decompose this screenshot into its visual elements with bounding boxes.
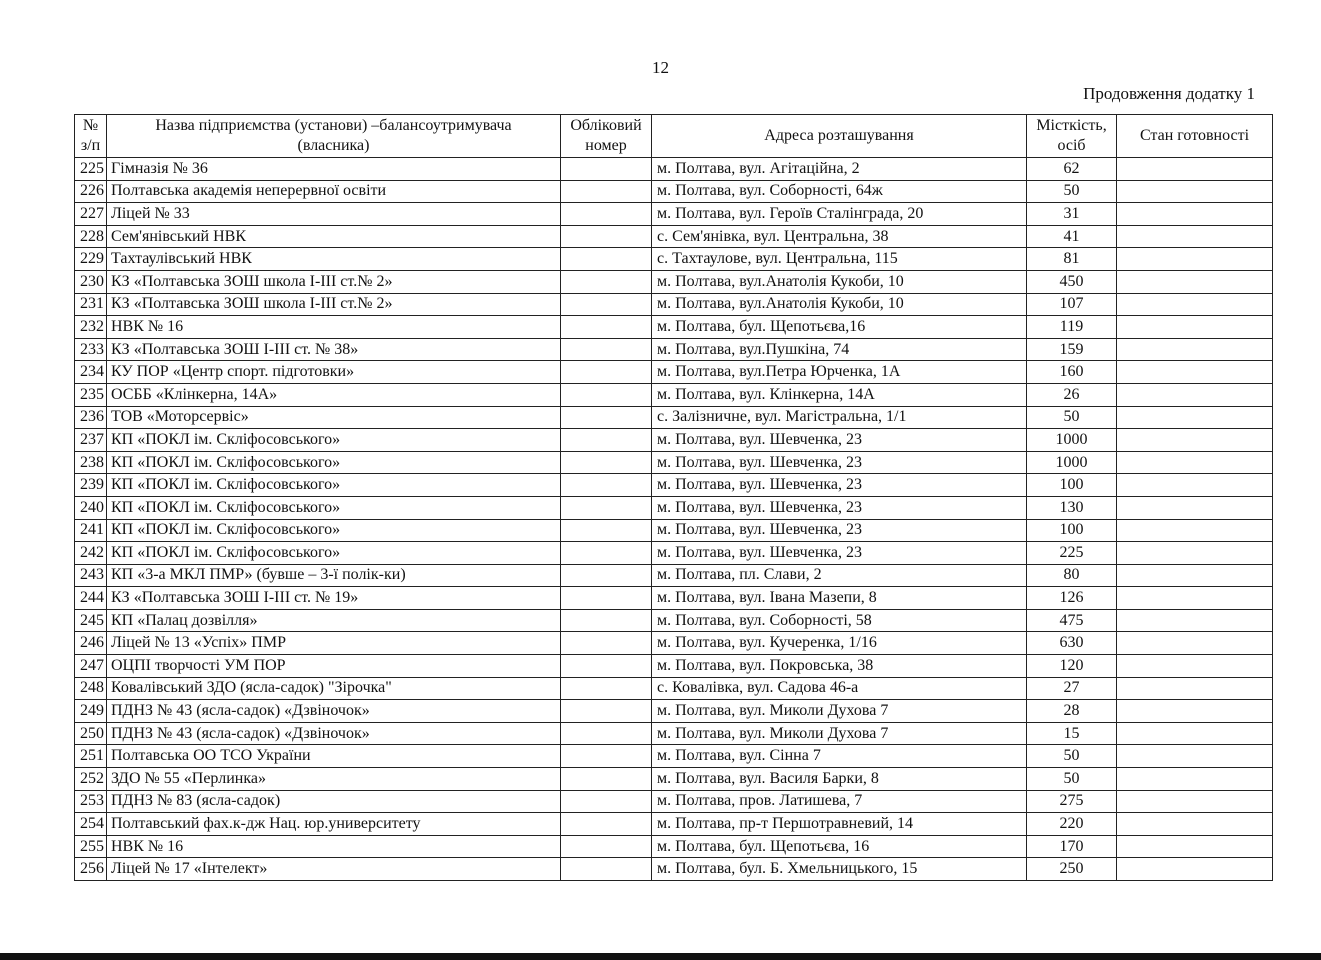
cell-reg: [561, 609, 652, 632]
cell-num: 236: [75, 406, 107, 429]
cell-status: [1117, 632, 1273, 655]
cell-status: [1117, 564, 1273, 587]
cell-address: м. Полтава, вул. Івана Мазепи, 8: [652, 587, 1027, 610]
cell-address: м. Полтава, вул. Агітаційна, 2: [652, 158, 1027, 181]
cell-address: с. Залізничне, вул. Магістральна, 1/1: [652, 406, 1027, 429]
cell-num: 255: [75, 835, 107, 858]
cell-status: [1117, 858, 1273, 881]
cell-num: 243: [75, 564, 107, 587]
header-name: [107, 115, 561, 158]
header-capacity: [1027, 115, 1117, 158]
cell-address: м. Полтава, вул. Сінна 7: [652, 745, 1027, 768]
cell-name: Ліцей № 13 «Успіх» ПМР: [107, 632, 561, 655]
cell-num: 229: [75, 248, 107, 271]
header-reg-line2: номер: [585, 137, 627, 154]
cell-reg: [561, 564, 652, 587]
cell-address: м. Полтава, бул. Щепотьєва,16: [652, 316, 1027, 339]
cell-name: КП «ПОКЛ ім. Скліфосовського»: [107, 519, 561, 542]
cell-status: [1117, 542, 1273, 565]
cell-capacity: 225: [1027, 542, 1117, 565]
cell-reg: [561, 158, 652, 181]
cell-address: м. Полтава, вул. Соборності, 64ж: [652, 180, 1027, 203]
cell-name: КП «ПОКЛ ім. Скліфосовського»: [107, 474, 561, 497]
cell-status: [1117, 225, 1273, 248]
table-row: [75, 451, 1273, 474]
cell-capacity: 160: [1027, 361, 1117, 384]
cell-status: [1117, 406, 1273, 429]
cell-reg: [561, 700, 652, 723]
cell-name: КП «3-а МКЛ ПМР» (бувше – 3-ї полік-ки): [107, 564, 561, 587]
cell-status: [1117, 790, 1273, 813]
header-status: Стан готовності: [1117, 115, 1273, 158]
cell-status: [1117, 722, 1273, 745]
table-row: [75, 542, 1273, 565]
table-row: [75, 790, 1273, 813]
cell-status: [1117, 677, 1273, 700]
cell-address: м. Полтава, вул. Шевченка, 23: [652, 519, 1027, 542]
cell-capacity: 220: [1027, 813, 1117, 836]
cell-reg: [561, 542, 652, 565]
header-name-line1: Назва підприємства (установи) –балансоутримувача: [155, 117, 512, 134]
cell-num: 231: [75, 293, 107, 316]
page-number: 12: [652, 58, 669, 77]
cell-num: 226: [75, 180, 107, 203]
cell-capacity: 1000: [1027, 451, 1117, 474]
cell-capacity: 1000: [1027, 429, 1117, 452]
cell-num: 232: [75, 316, 107, 339]
cell-address: м. Полтава, вул.Анатолія Кукоби, 10: [652, 293, 1027, 316]
cell-status: [1117, 158, 1273, 181]
cell-reg: [561, 655, 652, 678]
header-address: Адреса розташування: [652, 115, 1027, 158]
cell-address: м. Полтава, вул.Петра Юрченка, 1А: [652, 361, 1027, 384]
cell-capacity: 50: [1027, 180, 1117, 203]
cell-num: 250: [75, 722, 107, 745]
cell-num: 248: [75, 677, 107, 700]
header-capacity-line2: осіб: [1057, 137, 1086, 154]
table-row: [75, 768, 1273, 791]
header-num-line2: з/п: [80, 137, 101, 154]
cell-status: [1117, 180, 1273, 203]
cell-address: м. Полтава, вул. Клінкерна, 14А: [652, 383, 1027, 406]
table-row: [75, 474, 1273, 497]
cell-num: 241: [75, 519, 107, 542]
cell-capacity: 250: [1027, 858, 1117, 881]
cell-num: 253: [75, 790, 107, 813]
cell-capacity: 130: [1027, 496, 1117, 519]
cell-name: Ліцей № 33: [107, 203, 561, 226]
header-num: [75, 115, 107, 158]
table-row: [75, 270, 1273, 293]
cell-name: КП «ПОКЛ ім. Скліфосовського»: [107, 451, 561, 474]
cell-name: КУ ПОР «Центр спорт. підготовки»: [107, 361, 561, 384]
cell-address: м. Полтава, пл. Слави, 2: [652, 564, 1027, 587]
table-row: [75, 745, 1273, 768]
cell-reg: [561, 745, 652, 768]
cell-reg: [561, 338, 652, 361]
cell-address: м. Полтава, пр-т Першотравневий, 14: [652, 813, 1027, 836]
cell-num: 234: [75, 361, 107, 384]
cell-name: Полтавська ОО ТСО України: [107, 745, 561, 768]
table-row: [75, 203, 1273, 226]
cell-reg: [561, 316, 652, 339]
table-row: [75, 496, 1273, 519]
table-row: [75, 338, 1273, 361]
table-row: [75, 383, 1273, 406]
scan-bottom-edge: [0, 953, 1321, 960]
cell-num: 249: [75, 700, 107, 723]
table-row: [75, 722, 1273, 745]
cell-reg: [561, 519, 652, 542]
cell-name: КЗ «Полтавська ЗОШ школа І-ІІІ ст.№ 2»: [107, 270, 561, 293]
table-row: [75, 858, 1273, 881]
cell-reg: [561, 677, 652, 700]
cell-num: 239: [75, 474, 107, 497]
cell-reg: [561, 632, 652, 655]
table-row: [75, 406, 1273, 429]
cell-num: 237: [75, 429, 107, 452]
cell-num: 230: [75, 270, 107, 293]
cell-status: [1117, 293, 1273, 316]
cell-num: 228: [75, 225, 107, 248]
cell-capacity: 126: [1027, 587, 1117, 610]
continuation-note: Продовження додатку 1: [1083, 84, 1255, 103]
cell-address: м. Полтава, вул. Шевченка, 23: [652, 451, 1027, 474]
cell-name: ЗДО № 55 «Перлинка»: [107, 768, 561, 791]
cell-capacity: 630: [1027, 632, 1117, 655]
cell-status: [1117, 835, 1273, 858]
cell-status: [1117, 519, 1273, 542]
cell-reg: [561, 180, 652, 203]
cell-address: м. Полтава, вул. Василя Барки, 8: [652, 768, 1027, 791]
cell-address: с. Ковалівка, вул. Садова 46-а: [652, 677, 1027, 700]
cell-status: [1117, 383, 1273, 406]
cell-capacity: 475: [1027, 609, 1117, 632]
cell-capacity: 119: [1027, 316, 1117, 339]
cell-address: м. Полтава, пров. Латишева, 7: [652, 790, 1027, 813]
cell-address: м. Полтава, вул. Миколи Духова 7: [652, 722, 1027, 745]
cell-name: КП «ПОКЛ ім. Скліфосовського»: [107, 542, 561, 565]
cell-capacity: 41: [1027, 225, 1117, 248]
table-row: [75, 700, 1273, 723]
table-row: [75, 361, 1273, 384]
table-row: [75, 564, 1273, 587]
cell-num: 225: [75, 158, 107, 181]
cell-address: м. Полтава, вул.Анатолія Кукоби, 10: [652, 270, 1027, 293]
cell-capacity: 50: [1027, 768, 1117, 791]
cell-reg: [561, 225, 652, 248]
cell-name: Тахтаулівський НВК: [107, 248, 561, 271]
header-capacity-line1: Місткість,: [1036, 117, 1107, 134]
table-row: [75, 519, 1273, 542]
cell-name: НВК № 16: [107, 835, 561, 858]
table-row: [75, 316, 1273, 339]
cell-name: ОСББ «Клінкерна, 14А»: [107, 383, 561, 406]
cell-reg: [561, 768, 652, 791]
cell-address: м. Полтава, вул. Кучеренка, 1/16: [652, 632, 1027, 655]
cell-name: Ковалівський ЗДО (ясла-садок) "Зірочка": [107, 677, 561, 700]
cell-num: 240: [75, 496, 107, 519]
cell-reg: [561, 722, 652, 745]
table-row: [75, 225, 1273, 248]
table-row: [75, 293, 1273, 316]
cell-capacity: 27: [1027, 677, 1117, 700]
cell-num: 227: [75, 203, 107, 226]
cell-num: 252: [75, 768, 107, 791]
cell-name: Гімназія № 36: [107, 158, 561, 181]
shelter-registry-table: [74, 114, 1273, 881]
table-row: [75, 587, 1273, 610]
cell-address: м. Полтава, вул. Покровська, 38: [652, 655, 1027, 678]
cell-address: м. Полтава, вул. Миколи Духова 7: [652, 700, 1027, 723]
cell-reg: [561, 813, 652, 836]
cell-capacity: 170: [1027, 835, 1117, 858]
cell-address: с. Сем'янівка, вул. Центральна, 38: [652, 225, 1027, 248]
table-row: [75, 248, 1273, 271]
cell-status: [1117, 316, 1273, 339]
cell-num: 238: [75, 451, 107, 474]
cell-name: ОЦПІ творчості УМ ПОР: [107, 655, 561, 678]
cell-status: [1117, 655, 1273, 678]
cell-reg: [561, 790, 652, 813]
cell-name: Полтавська академія неперервної освіти: [107, 180, 561, 203]
cell-name: КП «ПОКЛ ім. Скліфосовського»: [107, 496, 561, 519]
cell-reg: [561, 858, 652, 881]
cell-capacity: 450: [1027, 270, 1117, 293]
table-row: [75, 813, 1273, 836]
header-num-line1: №: [82, 117, 99, 134]
cell-capacity: 100: [1027, 474, 1117, 497]
cell-name: Ліцей № 17 «Інтелект»: [107, 858, 561, 881]
cell-capacity: 31: [1027, 203, 1117, 226]
cell-name: ПДНЗ № 83 (ясла-садок): [107, 790, 561, 813]
cell-capacity: 50: [1027, 406, 1117, 429]
cell-status: [1117, 496, 1273, 519]
cell-status: [1117, 203, 1273, 226]
cell-reg: [561, 406, 652, 429]
cell-status: [1117, 768, 1273, 791]
cell-num: 245: [75, 609, 107, 632]
cell-num: 235: [75, 383, 107, 406]
cell-address: с. Тахтаулове, вул. Центральна, 115: [652, 248, 1027, 271]
cell-address: м. Полтава, вул.Пушкіна, 74: [652, 338, 1027, 361]
cell-address: м. Полтава, вул. Соборності, 58: [652, 609, 1027, 632]
cell-num: 246: [75, 632, 107, 655]
cell-address: м. Полтава, вул. Шевченка, 23: [652, 474, 1027, 497]
cell-name: Полтавський фах.к-дж Нац. юр.университету: [107, 813, 561, 836]
cell-capacity: 26: [1027, 383, 1117, 406]
cell-reg: [561, 361, 652, 384]
cell-name: Сем'янівський НВК: [107, 225, 561, 248]
cell-num: 244: [75, 587, 107, 610]
cell-num: 233: [75, 338, 107, 361]
cell-status: [1117, 813, 1273, 836]
cell-num: 247: [75, 655, 107, 678]
cell-address: м. Полтава, вул. Шевченка, 23: [652, 429, 1027, 452]
cell-status: [1117, 609, 1273, 632]
cell-capacity: 15: [1027, 722, 1117, 745]
cell-reg: [561, 383, 652, 406]
cell-name: КЗ «Полтавська ЗОШ школа І-ІІІ ст.№ 2»: [107, 293, 561, 316]
cell-capacity: 28: [1027, 700, 1117, 723]
cell-status: [1117, 745, 1273, 768]
cell-reg: [561, 587, 652, 610]
cell-address: м. Полтава, вул. Шевченка, 23: [652, 496, 1027, 519]
cell-status: [1117, 338, 1273, 361]
cell-capacity: 62: [1027, 158, 1117, 181]
cell-status: [1117, 270, 1273, 293]
cell-status: [1117, 451, 1273, 474]
cell-status: [1117, 474, 1273, 497]
cell-reg: [561, 270, 652, 293]
cell-reg: [561, 474, 652, 497]
table-row: [75, 429, 1273, 452]
cell-name: ПДНЗ № 43 (ясла-садок) «Дзвіночок»: [107, 722, 561, 745]
table-row: [75, 180, 1273, 203]
cell-address: м. Полтава, бул. Б. Хмельницького, 15: [652, 858, 1027, 881]
cell-reg: [561, 203, 652, 226]
cell-capacity: 100: [1027, 519, 1117, 542]
cell-address: м. Полтава, вул. Шевченка, 23: [652, 542, 1027, 565]
cell-capacity: 120: [1027, 655, 1117, 678]
table-row: [75, 632, 1273, 655]
header-reg-line1: Обліковий: [570, 117, 642, 134]
cell-status: [1117, 587, 1273, 610]
cell-status: [1117, 700, 1273, 723]
cell-status: [1117, 361, 1273, 384]
table-header-row: [75, 115, 1273, 158]
cell-reg: [561, 496, 652, 519]
cell-status: [1117, 248, 1273, 271]
table-row: [75, 677, 1273, 700]
table-row: [75, 655, 1273, 678]
cell-capacity: 107: [1027, 293, 1117, 316]
cell-reg: [561, 293, 652, 316]
cell-name: НВК № 16: [107, 316, 561, 339]
cell-address: м. Полтава, вул. Героїв Сталінграда, 20: [652, 203, 1027, 226]
cell-name: КЗ «Полтавська ЗОШ І-ІІІ ст. № 19»: [107, 587, 561, 610]
cell-num: 256: [75, 858, 107, 881]
cell-reg: [561, 835, 652, 858]
cell-name: ТОВ «Моторсервіс»: [107, 406, 561, 429]
table-row: [75, 158, 1273, 181]
cell-reg: [561, 451, 652, 474]
cell-name: КП «ПОКЛ ім. Скліфосовського»: [107, 429, 561, 452]
cell-capacity: 50: [1027, 745, 1117, 768]
header-reg: [561, 115, 652, 158]
cell-capacity: 81: [1027, 248, 1117, 271]
cell-status: [1117, 429, 1273, 452]
cell-name: КЗ «Полтавська ЗОШ І-ІІІ ст. № 38»: [107, 338, 561, 361]
cell-name: ПДНЗ № 43 (ясла-садок) «Дзвіночок»: [107, 700, 561, 723]
header-name-line2: (власника): [297, 137, 370, 154]
cell-address: м. Полтава, бул. Щепотьєва, 16: [652, 835, 1027, 858]
cell-capacity: 159: [1027, 338, 1117, 361]
cell-capacity: 80: [1027, 564, 1117, 587]
cell-name: КП «Палац дозвілля»: [107, 609, 561, 632]
cell-capacity: 275: [1027, 790, 1117, 813]
cell-reg: [561, 248, 652, 271]
table-row: [75, 835, 1273, 858]
table-row: [75, 609, 1273, 632]
cell-num: 254: [75, 813, 107, 836]
cell-num: 251: [75, 745, 107, 768]
cell-num: 242: [75, 542, 107, 565]
cell-reg: [561, 429, 652, 452]
